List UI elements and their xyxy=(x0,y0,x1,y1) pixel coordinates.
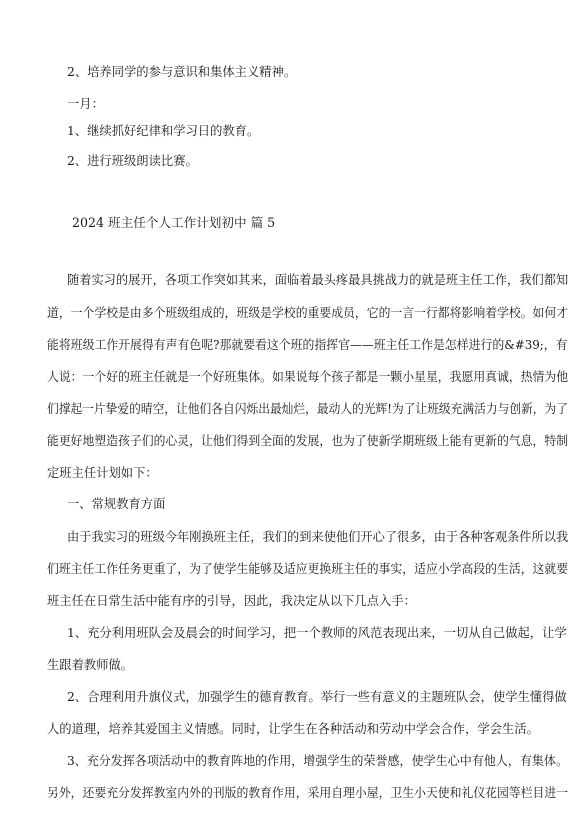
list-item-continuation: 生跟着教师做。 xyxy=(47,658,134,672)
list-item: 2、进行班级朗读比赛。 xyxy=(67,154,198,168)
paragraph-line: 由于我实习的班级今年刚换班主任，我们的到来使他们开心了很多，由于各种客观条件所以我 xyxy=(67,530,569,544)
list-item: 1、充分利用班队会及晨会的时间学习，把一个教师的风范表现出来，一切从自己做起，让学 xyxy=(67,626,567,640)
list-item: 2、合理利用升旗仪式，加强学生的德育教育。举行一些有意义的主题班队会，使学生懂得做 xyxy=(67,690,567,704)
paragraph-line: 道，一个学校是由多个班级组成的，班级是学校的重要成员，它的一言一行都将影响着学校。如何才 xyxy=(47,306,569,320)
paragraph-line: 随着实习的展开，各项工作突如其来，面临着最头疼最具挑战力的就是班主任工作，我们都知 xyxy=(67,273,569,287)
paragraph-line: 定班主任计划如下： xyxy=(47,466,158,480)
paragraph-line: 能将班级工作开展得有声有色呢?那就要看这个班的指挥官——班主任工作是怎样进行的&#39;，有 xyxy=(47,338,568,352)
section-heading: 一、常规教育方面 xyxy=(67,497,166,511)
paragraph-line: 们班主任工作任务更重了，为了使学生能够及适应更换班主任的事实，适应小学高段的生活，这就要 xyxy=(47,562,569,576)
paragraph-line: 班主任在日常生活中能有序的引导，因此，我决定从以下几点入手： xyxy=(47,594,416,608)
list-item: 2、培养同学的参与意识和集体主义精神。 xyxy=(67,65,297,79)
section-title: 2024 班主任个人工作计划初中 篇 5 xyxy=(72,215,276,230)
month-heading: 一月： xyxy=(67,97,104,111)
list-item-continuation: 另外，还要充分发挥教室内外的刊版的教育作用，采用自理小屋，卫生小天使和礼仪花园等栏目进一 xyxy=(47,786,569,800)
paragraph-line: 能更好地塑造孩子们的心灵，让他们得到全面的发展，也为了使新学期班级上能有更新的气息，特制 xyxy=(47,434,569,448)
paragraph-line: 们撑起一片挚爱的晴空，让他们各自闪烁出最灿烂，最动人的光辉!为了让班级充满活力与创新，为了 xyxy=(47,402,569,416)
list-item-continuation: 人的道理，培养其爱国主义情感。同时，让学生在各种活动和劳动中学会合作，学会生活。 xyxy=(47,722,539,736)
paragraph-line: 人说：一个好的班主任就是一个好班集体。如果说每个孩子都是一颗小星星，我愿用真诚，热情为他 xyxy=(47,370,569,384)
list-item: 3、充分发挥各项活动中的教育阵地的作用，增强学生的荣誉感，使学生心中有他人，有集体。 xyxy=(67,754,568,768)
list-item: 1、继续抓好纪律和学习日的教育。 xyxy=(67,124,260,138)
